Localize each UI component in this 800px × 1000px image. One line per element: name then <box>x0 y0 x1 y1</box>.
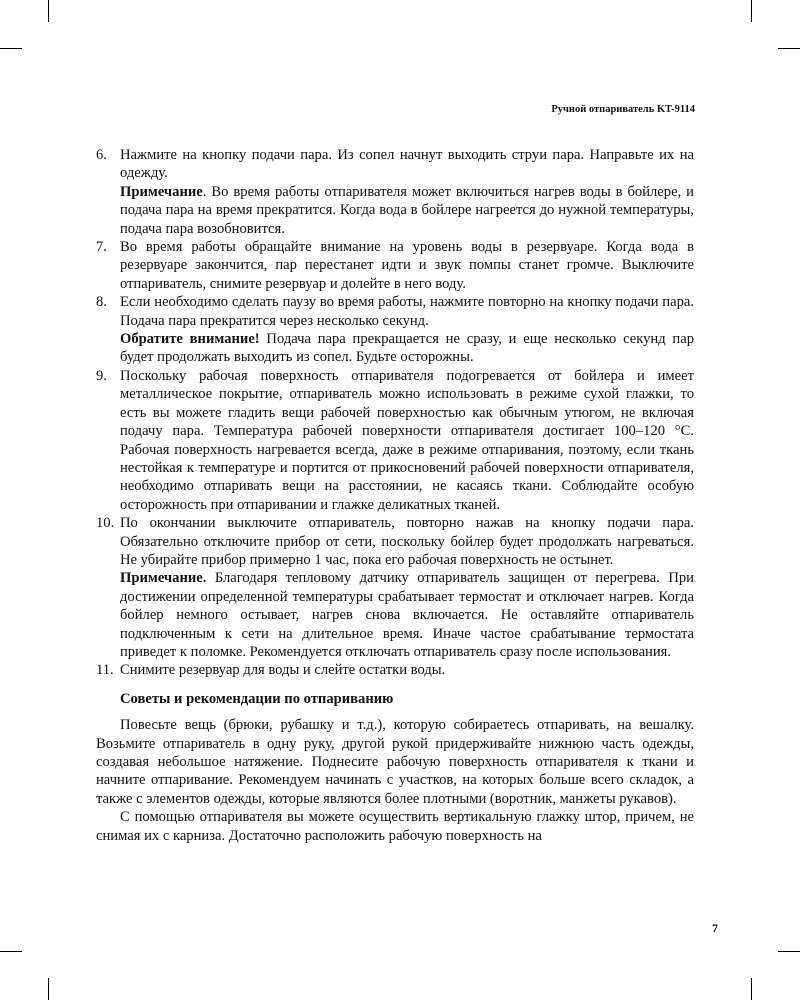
page-number: 7 <box>712 921 718 935</box>
step-body <box>120 514 694 661</box>
step-note <box>120 569 694 661</box>
note-label: Обратите внимание! <box>120 331 260 348</box>
tips-section <box>96 690 694 845</box>
step-9 <box>96 367 694 514</box>
crop-mark-top-right <box>751 0 752 22</box>
step-10 <box>96 514 694 661</box>
step-text: Поскольку рабочая поверхность отпаривателя подогревается от бойлера и имеет металлическое покрытие, отпариватель можно использовать в режиме сухой глажки, то есть вы можете гладить вещи рабочей поверхностью как обычным утюгом, не включая подачу пара. Температура рабочей поверхности отпаривателя достигает 100–120 °С. Рабочая поверхность нагревается всегда, даже в режиме отпаривания, поэтому, если ткань нестойкая к температуре и портится от прикосновений рабочей поверхности отпаривателя, необходимо отпаривать вещи на расстоянии, не касаясь ткани. Соблюдайте особую осторожность при отпаривании и глажке деликатных тканей. <box>120 367 694 513</box>
step-6 <box>96 146 694 238</box>
step-number: 8. <box>96 294 107 311</box>
step-number: 10. <box>96 515 115 532</box>
step-text: Снимите резервуар для воды и слейте остатки воды. <box>120 662 446 679</box>
crop-mark-bottom-left-h <box>0 951 22 952</box>
note-label: Примечание. <box>120 570 207 587</box>
step-number: 6. <box>96 147 107 163</box>
step-text: По окончании выключите отпариватель, повторно нажав на кнопку подачи пара. Обязательно отключите прибор от сети, поскольку бойлер будет продолжать нагреваться. Не убирайте прибор примерно 1 час, пока его рабочая поверхность не остынет. <box>120 515 694 568</box>
step-note <box>120 330 694 367</box>
step-note <box>120 183 694 238</box>
crop-mark-bottom-right-h <box>778 951 800 952</box>
step-number: 7. <box>96 239 107 256</box>
step-11 <box>96 661 694 679</box>
crop-mark-bottom-right <box>751 978 752 1000</box>
note-text: Подача пара прекращается не сразу, и еще несколько секунд пар будет продолжать выходить из сопел. Будьте осторожны. <box>120 331 695 366</box>
crop-mark-top-left <box>48 0 49 22</box>
step-number: 11. <box>96 662 114 679</box>
crop-mark-bottom-left <box>48 978 49 1000</box>
page-content <box>96 146 694 845</box>
step-8 <box>96 293 694 367</box>
tips-paragraph-1: Повесьте вещь (брюки, рубашку и т.д.), которую собираетесь отпаривать, на вешалку. Возьмите отпариватель в одну руку, другой рукой придерживайте нижнюю часть одежды, создавая небольшое натяжение. Поднесите рабочую поверхность отпаривателя к ткани и начните отпаривание. Рекомендуем начинать с участков, на которых больше всего складок, а также с элементов одежды, которые являются более плотными (воротник, манжеты рукавов). <box>96 717 694 807</box>
crop-mark-top-right-h <box>778 48 800 49</box>
tips-paragraph-2: С помощью отпаривателя вы можете осуществить вертикальную глажку штор, причем, не снимая их с карниза. Достаточно расположить рабочую поверхность на <box>96 809 694 844</box>
note-label: Примечание <box>120 183 203 200</box>
section-title: Советы и рекомендации по отпариванию <box>120 690 394 707</box>
crop-mark-top-left-h <box>0 48 22 49</box>
note-text: Благодаря тепловому датчику отпариватель защищен от перегрева. При достижении определенной температуры срабатывает термостат и отключает нагрев. Когда бойлер немного остывает, нагрев снова включается. Не оставляйте отпариватель подключенным к сети на длительное время. Иначе частое срабатывание термостата приведет к поломке. Рекомендуется отключать отпариватель сразу после использования. <box>120 570 694 660</box>
step-number: 9. <box>96 367 107 384</box>
step-body <box>120 367 694 514</box>
running-header: Ручной отпариватель KT-9114 <box>551 104 695 115</box>
step-7 <box>96 238 694 293</box>
step-text: Если необходимо сделать паузу во время работы, нажмите повторно на кнопку подачи пара. Подача пара прекратится через несколько секунд. <box>120 294 694 329</box>
step-body <box>120 293 694 367</box>
step-text: Во время работы обращайте внимание на уровень воды в резервуаре. Когда вода в резервуаре закончится, пар перестанет идти и звук помпы станет громче. Выключите отпариватель, снимите резервуар и долейте в него воду. <box>120 239 694 292</box>
step-text: Нажмите на кнопку подачи пара. Из сопел начнут выходить струи пара. Направьте их на одежду. <box>120 147 694 182</box>
step-body <box>120 238 694 293</box>
step-body <box>120 146 694 238</box>
note-text: . Во время работы отпаривателя может включиться нагрев воды в бойлере, и подача пара на время прекратится. Когда вода в бойлере нагреется до нужной температуры, подача пара возобновится. <box>120 183 694 237</box>
step-body <box>120 661 694 679</box>
